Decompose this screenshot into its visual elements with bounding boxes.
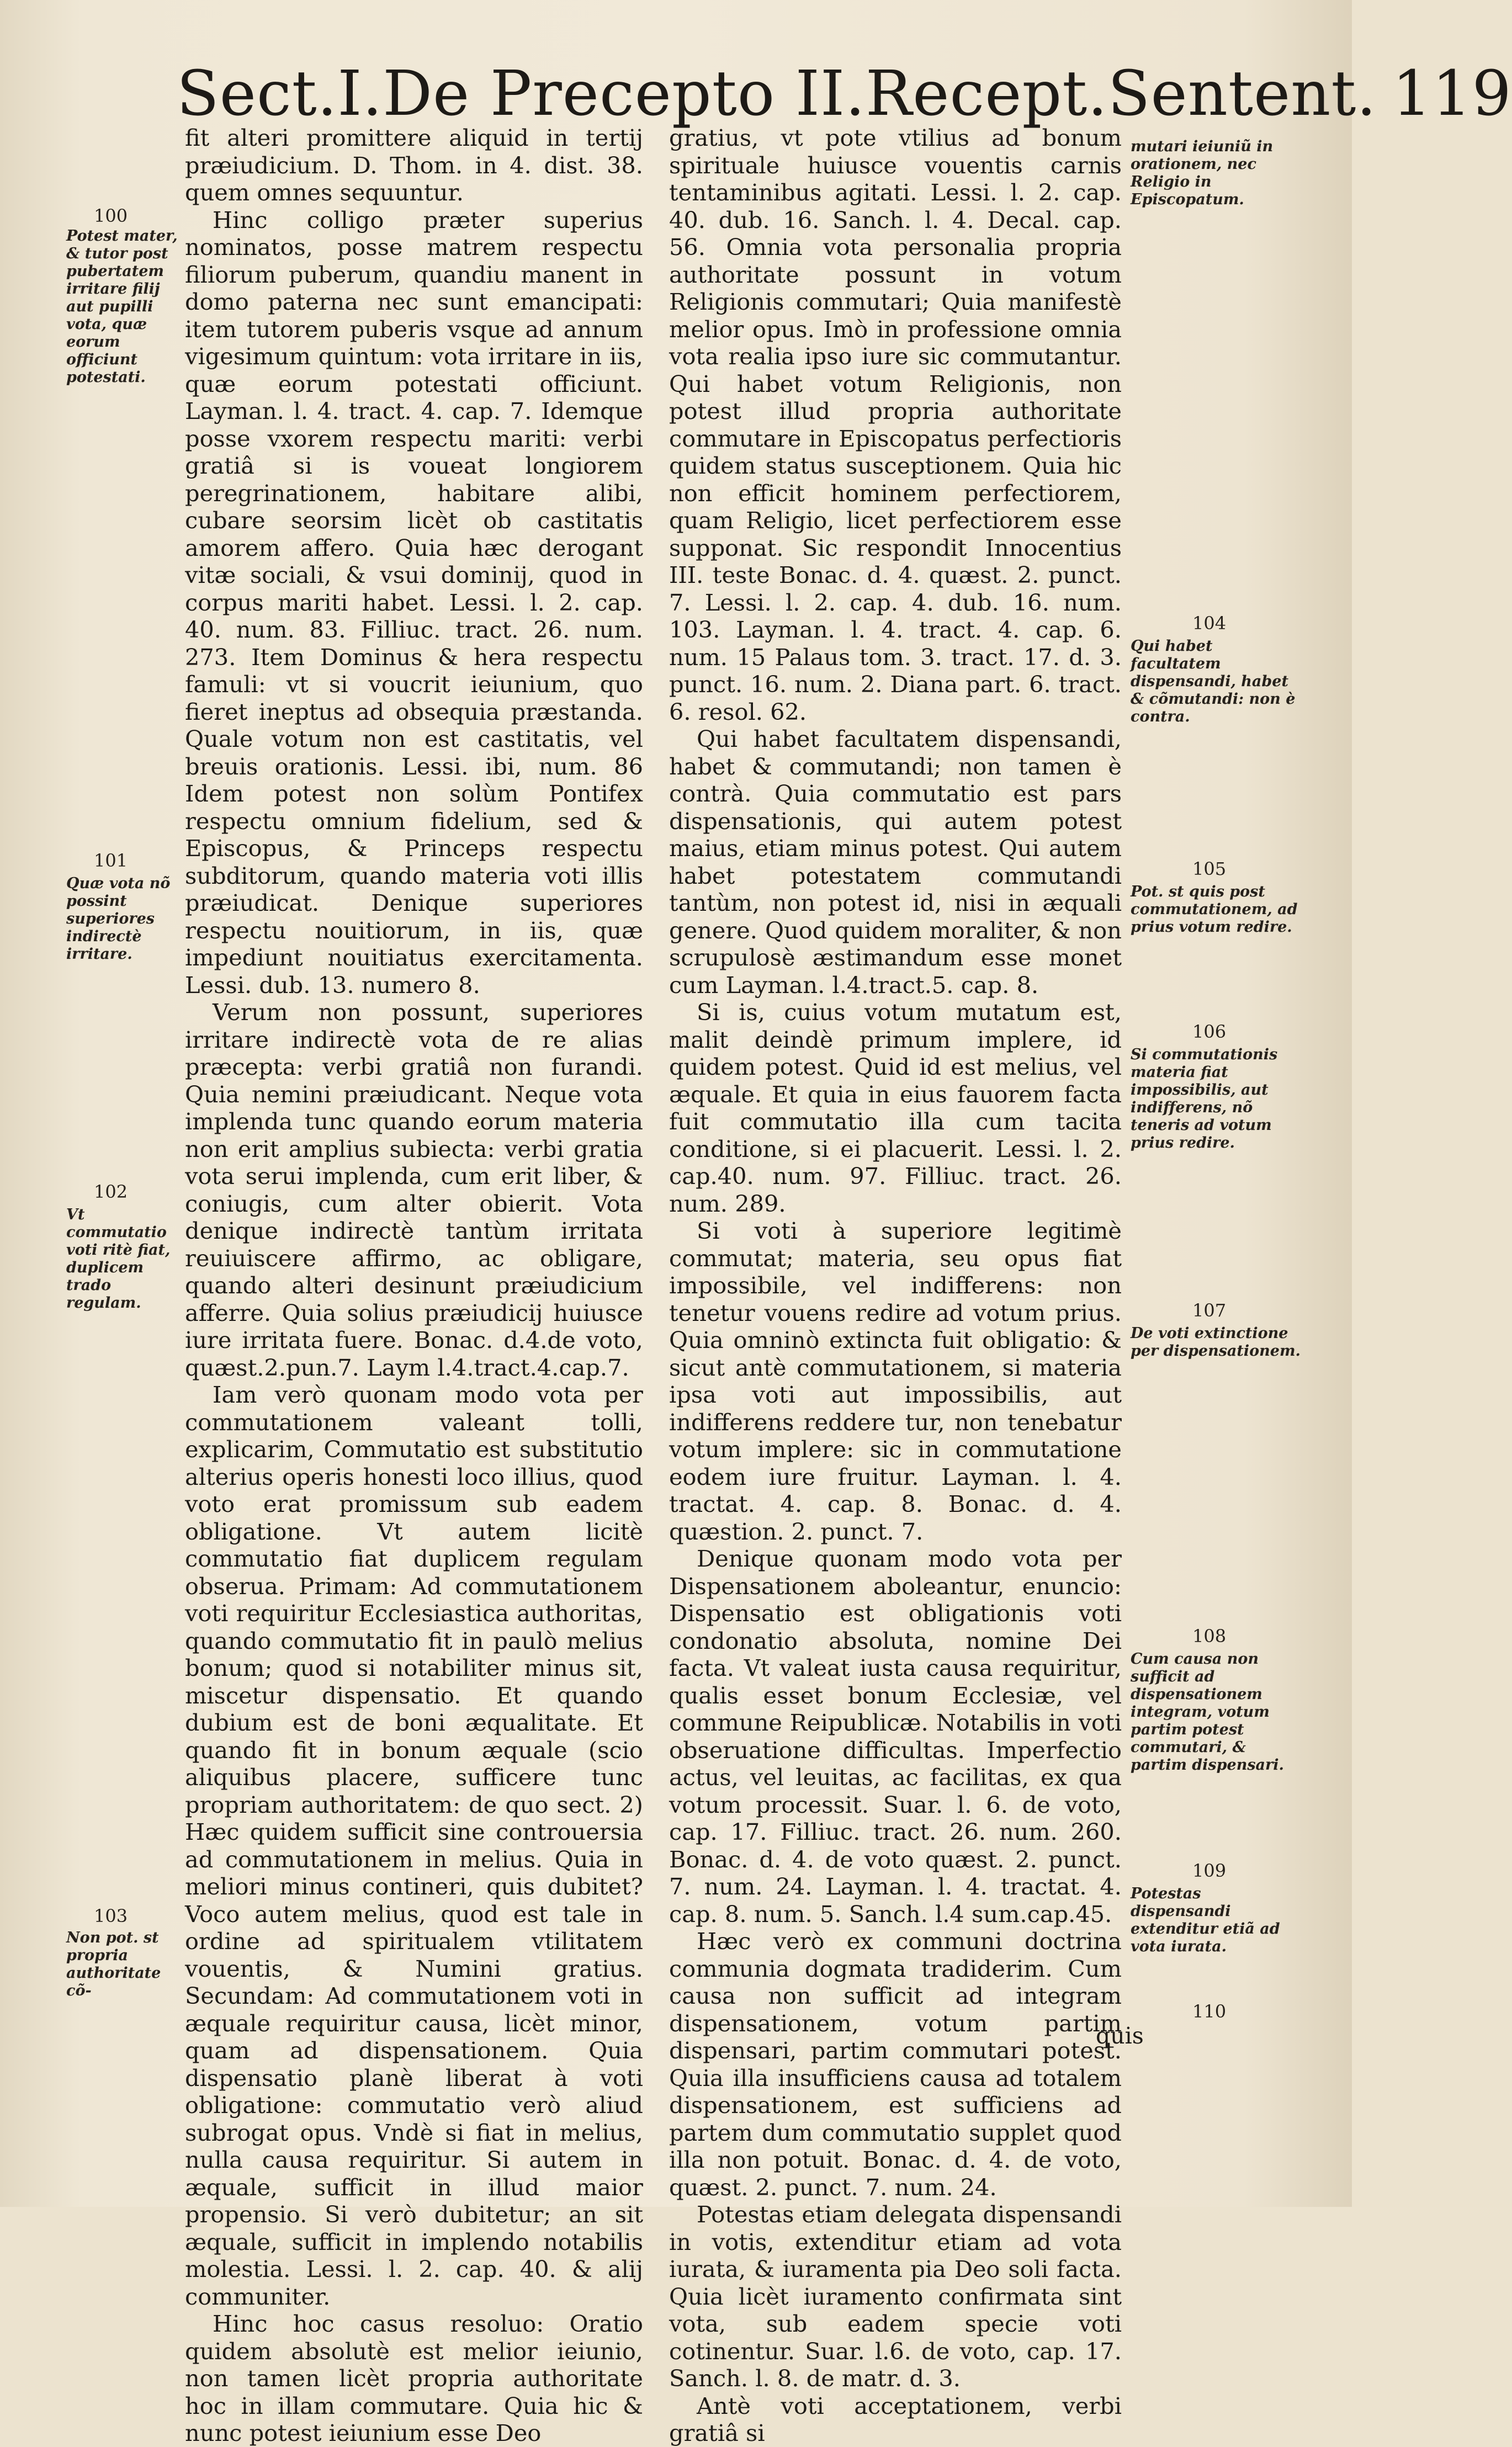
marginal-number: 107 xyxy=(1192,1300,1227,1321)
marginal-note: Cum causa non sufficit ad dispensationem integram, votum partim potest commutari, & partim dispensari. xyxy=(1131,1650,1284,1774)
marginal-note: Non pot. st propria authoritate cõ- xyxy=(66,1929,161,1999)
marginal-number: 110 xyxy=(1192,2001,1227,2022)
header-title: Sect.I.De Precepto II.Recept.Sentent. xyxy=(177,58,1377,130)
paragraph: Hinc hoc casus resoluo: Oratio quidem absolutè est melior ieiunio, non tamen licèt propria authoritate hoc in illam commutare. Quia hic & nunc potest ieiunium esse Deo xyxy=(185,2310,643,2446)
marginal-number: 108 xyxy=(1192,1626,1227,1647)
paragraph: gratius, vt pote vtilius ad bonum spirituale huiusce vouentis carnis tentaminibus agitati. Lessi. l. 2. cap. 40. dub. 16. Sanch. l. 4. Decal. cap. 56. Omnia vota personalia propria authoritate possunt in votum Religionis commutari; Quia manifestè melior opus. Imò in professione omnia vota realia ipso iure sic commutantur. Qui habet votum Religionis, non potest illud propria authoritate commutare in Episcopatus perfectioris quidem status susceptionem. Quia hic non efficit hominem perfectiorem, quam Religio, licet perfectiorem esse supponat. Sic respondit Innocentius III. teste Bonac. d. 4. quæst. 2. punct. 7. Lessi. l. 2. cap. 4. dub. 16. num. 103. Layman. l. 4. tract. 4. cap. 6. num. 15 Palaus tom. 3. tract. 17. d. 3. punct. 16. num. 2. Diana part. 6. tract. 6. resol. 62. xyxy=(669,124,1122,725)
running-header xyxy=(177,52,1512,135)
marginal-note: Potestas dispensandi extenditur etiã ad vota iurata. xyxy=(1131,1885,1280,1955)
paragraph: Verum non possunt, superiores irritare indirectè vota de re alias præcepta: verbi gratiâ non furandi. Quia nemini præiudicant. Neque vota implenda tunc quando eorum materia non erit amplius subiecta: verbi gratia vota serui implenda, cum erit liber, & coniugis, cum alter obierit. Vota denique indirectè tantùm irritata reuiuiscere affirmo, ac obligare, quando alteri desinunt præiudicium afferre. Quia solius præiudicij huiusce iure irritata fuere. Bonac. d.4.de voto, quæst.2.pun.7. Laym l.4.tract.4.cap.7. xyxy=(185,999,643,1381)
page-number: 119 xyxy=(1392,58,1512,130)
paragraph: Iam verò quonam modo vota per commutationem valeant tolli, explicarim, Commutatio est substitutio alterius operis honesti loco illius, quod voto erat promissum sub eadem obligatione. Vt autem licitè commutatio fiat duplicem regulam obserua. Primam: Ad commutationem voti requiritur Ecclesiastica authoritas, quando commutatio fit in paulò melius bonum; quod si notabiliter minus sit, miscetur dispensatio. Et quando dubium est de boni æqualitate. Et quando fit in bonum æquale (scio aliquibus placere, sufficere tunc propriam authoritatem: de quo sect. 2) Hæc quidem sufficit sine controuersia ad commutationem in melius. Quia in meliori minus contineri, quis dubitet? Voco autem melius, quod est tale in ordine ad spiritualem vtilitatem vouentis, & Numini gratius. Secundam: Ad commutationem voti in æquale requiritur causa, licèt minor, quam ad dispensationem. Quia dispensatio planè liberat à voti obligatione: commutatio verò aliud subrogat opus. Vndè si fiat in melius, nulla causa requiritur. Si autem in æquale, sufficit in illud maior propensio. Si verò dubitetur; an sit æquale, sufficit in implendo notabilis molestia. Lessi. l. 2. cap. 40. & alij communiter. xyxy=(185,1381,643,2310)
marginal-number: 102 xyxy=(94,1181,128,1202)
catchword: quis xyxy=(1096,2023,1144,2049)
marginal-note: Potest mater, & tutor post pubertatem irritare filij aut pupilli vota, quæ eorum officiunt potestati. xyxy=(66,227,178,386)
marginal-number: 100 xyxy=(94,205,128,226)
left-column xyxy=(185,124,643,2447)
paragraph: Si is, cuius votum mutatum est, malit deindè primum implere, id quidem potest. Quid id est melius, vel æquale. Et quia in eius fauorem facta fuit commutatio illa cum tacita conditione, si ei placuerit. Lessi. l. 2. cap.40. num. 97. Filliuc. tract. 26. num. 289. xyxy=(669,999,1122,1217)
paragraph: Denique quonam modo vota per Dispensationem aboleantur, enuncio: Dispensatio est obligationis voti condonatio absoluta, nomine Dei facta. Vt valeat iusta causa requiritur, qualis esset bonum Ecclesiæ, vel commune Reipublicæ. Notabilis in voti obseruatione difficultas. Imperfectio actus, vel leuitas, ac facilitas, ex qua votum processit. Suar. l. 6. de voto, cap. 17. Filliuc. tract. 26. num. 260. Bonac. d. 4. de voto quæst. 2. punct. 7. num. 24. Layman. l. 4. tractat. 4. cap. 8. num. 5. Sanch. l.4 sum.cap.45. xyxy=(669,1545,1122,1928)
marginal-number: 101 xyxy=(94,850,128,871)
paragraph: Hinc colligo præter superius nominatos, posse matrem respectu filiorum puberum, quandiu manent in domo paterna nec sunt emancipati: item tutorem puberis vsque ad annum vigesimum quintum: vota irritare in iis, quæ eorum potestati officiunt. Layman. l. 4. tract. 4. cap. 7. Idemque posse vxorem respectu mariti: verbi gratiâ si is voueat longiorem peregrinationem, habitare alibi, cubare seorsim licèt ob castitatis amorem affero. Quia hæc derogant vitæ sociali, & vsui dominij, quod in corpus mariti habet. Lessi. l. 2. cap. 40. num. 83. Filliuc. tract. 26. num. 273. Item Dominus & hera respectu famuli: vt si voucrit ieiunium, quo fieret ineptus ad obsequia præstanda. Quale votum non est castitatis, vel breuis orationis. Lessi. ibi, num. 86 Idem potest non solùm Pontifex respectu omnium fidelium, sed & Episcopus, & Princeps respectu subditorum, quando materia voti illis præiudicat. Denique superiores respectu nouitiorum, in iis, quæ impediunt nouitiatus exercitamenta. Lessi. dub. 13. numero 8. xyxy=(185,206,643,999)
marginal-note: Qui habet facultatem dispensandi, habet & cõmutandi: non è contra. xyxy=(1131,638,1296,725)
marginal-note: Quæ vota nõ possint superiores indirectè irritare. xyxy=(66,875,171,963)
marginal-note: Si commutationis materia fiat impossibilis, aut indifferens, nõ teneris ad votum prius redire. xyxy=(1131,1046,1278,1151)
marginal-note: Pot. st quis post commutationem, ad prius votum redire. xyxy=(1131,883,1298,936)
paragraph: Hæc verò ex communi doctrina communia dogmata tradiderim. Cum causa non sufficit ad integram dispensationem, votum partim dispensari, partim commutari potest. Quia illa insufficiens causa ad totalem dispensationem, est sufficiens ad partem dum commutatio supplet quod illa non potuit. Bonac. d. 4. de voto, quæst. 2. punct. 7. num. 24. xyxy=(669,1928,1122,2201)
marginal-number: 104 xyxy=(1192,613,1227,634)
marginal-number: 109 xyxy=(1192,1860,1227,1881)
paragraph: Antè voti acceptationem, verbi gratiâ si xyxy=(669,2392,1122,2446)
paragraph: Qui habet facultatem dispensandi, habet & commutandi; non tamen è contrà. Quia commutatio est pars dispensationis, qui autem potest maius, etiam minus potest. Qui autem habet potestatem commutandi tantùm, non potest id, nisi in æquali genere. Quod quidem moraliter, & non scrupulosè æstimandum esse monet cum Layman. l.4.tract.5. cap. 8. xyxy=(669,725,1122,999)
marginal-number: 106 xyxy=(1192,1021,1227,1042)
right-column xyxy=(669,124,1122,2447)
paragraph: Potestas etiam delegata dispensandi in votis, extenditur etiam ad vota iurata, & iuramenta pia Deo soli facta. Quia licèt iuramento confirmata sint vota, sub eadem specie voti cotinentur. Suar. l.6. de voto, cap. 17. Sanch. l. 8. de matr. d. 3. xyxy=(669,2201,1122,2392)
paragraph: Si voti à superiore legitimè commutat; materia, seu opus fiat impossibile, vel indifferens: non tenetur vouens redire ad votum prius. Quia omninò extincta fuit obligatio: & sicut antè commutationem, si materia ipsa voti aut impossibilis, aut indifferens reddere tur, non tenebatur votum implere: sic in commutatione eodem iure fruitur. Layman. l. 4. tractat. 4. cap. 8. Bonac. d. 4. quæstion. 2. punct. 7. xyxy=(669,1217,1122,1545)
marginal-note: De voti extinctione per dispensationem. xyxy=(1131,1325,1301,1360)
marginal-note: Vt commutatio voti ritè fiat, duplicem trado regulam. xyxy=(66,1206,171,1312)
marginal-number: 103 xyxy=(94,1905,128,1926)
marginal-number: 105 xyxy=(1192,858,1227,879)
paragraph: fit alteri promittere aliquid in tertij præiudicium. D. Thom. in 4. dist. 38. quem omnes sequuntur. xyxy=(185,124,643,206)
marginal-note: mutari ieiuniũ in orationem, nec Religio in Episcopatum. xyxy=(1131,138,1274,208)
